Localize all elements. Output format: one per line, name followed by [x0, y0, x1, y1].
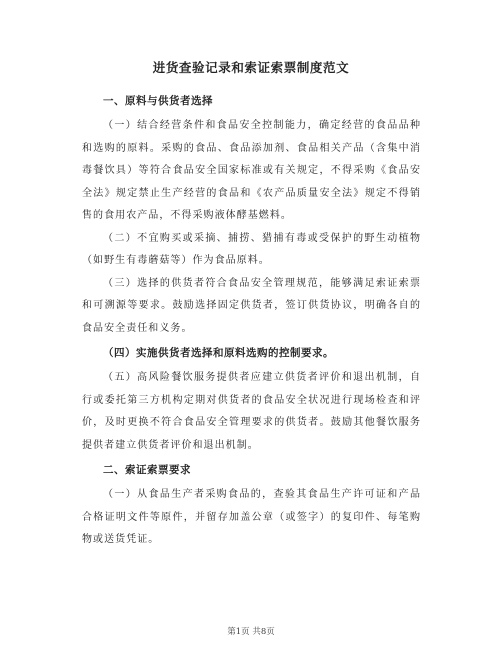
paragraph: （一）结合经营条件和食品安全控制能力，确定经营的食品品种和选购的原料。采购的食品、食品添加剂、食品相关产品（含集中消毒餐饮具）等符合食品安全国家标准或有关规定，不得采购《食品安全法》规定禁止生产经营的食品和《农产品质量安全法》规定不得销售的食用农产品，不得采购液体酵基燃料。 [82, 120, 421, 221]
section-heading: 二、索证索票要求 [103, 464, 191, 476]
paragraph: （三）选择的供货者符合食品安全管理规范，能够满足索证索票和可溯源等要求。鼓励选择固定供货者，签订供货协议，明确各自的食品安全责任和义务。 [82, 277, 421, 334]
page-footer: 第1页 共8页 [227, 627, 275, 637]
section-heading: 一、原料与供货者选择 [103, 95, 213, 107]
subsection-heading: （四）实施供货者选择和原料选购的控制要求。 [103, 347, 334, 359]
paragraph: （五）高风险餐饮服务提供者应建立供货者评价和退出机制，自行或委托第三方机构定期对供货者的食品安全状况进行现场检查和评价，及时更换不符合食品安全管理要求的供货者。鼓励其他餐饮服务提供者建立供货者评价和退出机制。 [82, 372, 421, 451]
document-title: 进货查验记录和索证索票制度范文 [152, 60, 350, 75]
paragraph: （一）从食品生产者采购食品的，查验其食品生产许可证和产品合格证明文件等原件，并留存加盖公章（或签字）的复印件、每笔购物或送货凭证。 [82, 489, 421, 545]
document-body [82, 88, 421, 552]
paragraph: （二）不宜购买或采摘、捕捞、猎捕有毒或受保护的野生动植物（如野生有毒蘑菇等）作为食品原料。 [82, 232, 421, 266]
